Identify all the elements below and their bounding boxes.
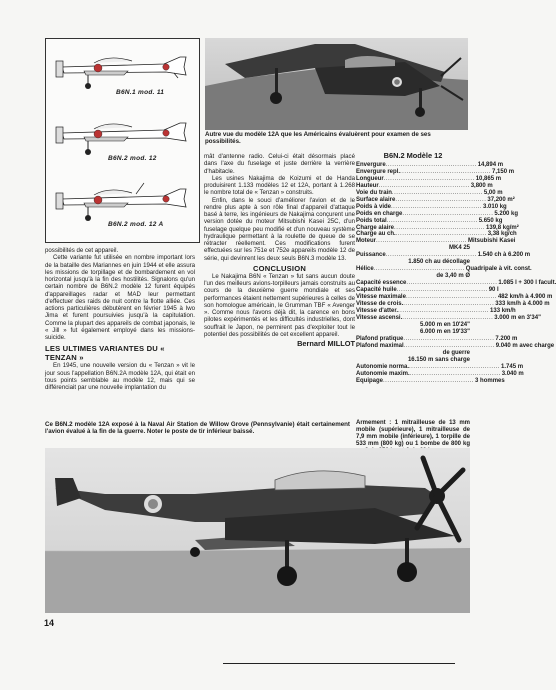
- dot-leader: ..........................................: [391, 203, 483, 210]
- spec-row: [356, 175, 502, 183]
- spec-label: Envergure: [356, 161, 386, 168]
- section-heading: CONCLUSION: [252, 263, 307, 273]
- spec-label: Charge au ch.: [356, 231, 396, 238]
- spec-row: [356, 363, 524, 371]
- spec-value: 7,150 m: [492, 168, 515, 175]
- spec-value: 3.010 kg: [483, 203, 507, 210]
- dot-leader: ..........................................: [383, 175, 475, 182]
- spec-value: 3.000 m en 3'34": [494, 314, 541, 321]
- dot-leader: ..........................................: [385, 161, 477, 168]
- paragraph: Les usines Nakajima de Koizumi et de Handa produisirent 1.133 modèles 12 et 12A, portant à 1.268 le nombre total de « Tenzan » construits.: [204, 174, 355, 197]
- dot-leader: ..........................................: [385, 252, 477, 259]
- spec-row: [356, 238, 516, 245]
- photo-aircraft-museum: [45, 448, 470, 613]
- dot-leader: ..........................................: [406, 280, 498, 287]
- drawing-label: B6N.2 mod. 12: [108, 155, 157, 162]
- spec-label: Vitesse de crois.: [356, 301, 404, 308]
- dot-leader: ..........................................: [386, 217, 478, 224]
- spec-value: Mitsubishi Kasei: [468, 238, 516, 245]
- paragraph: En 1945, une nouvelle version du « Tenzan » vit le jour sous l'appellation B6N.2A modèle 12A, qui était en tous points semblable au modèle 12, mais qui se différenciait par une nouvelle implantation du: [45, 362, 195, 391]
- dot-leader: ..........................................: [403, 301, 495, 308]
- dot-leader: ..........................................: [376, 238, 468, 245]
- photo-aircraft-ground: [205, 38, 468, 130]
- spec-value: 5,00 m: [483, 189, 503, 196]
- specifications-title: B6N.2 Modèle 12: [383, 151, 443, 160]
- spec-label: Charge alaire: [356, 224, 395, 231]
- spec-row: [356, 168, 515, 176]
- spec-row: [356, 314, 541, 322]
- spec-row: [356, 335, 518, 343]
- specifications-table: [356, 151, 556, 384]
- spec-value: 7.200 m: [495, 335, 518, 342]
- paragraph: Le Nakajima B6N « Tenzan » fut sans aucun doute l'un des meilleurs avions-torpilleurs jamais construits au cours de la deuxième guerre mondiale et ses performances étaient nettement supérieures à celles de son homologue américain, le Grumman TBF « Avenger ». Comme nous l'avons déjà dit, la carence en bons pilotes expérimentés et les difficultés industrielles, dont souffrait le Japon, ne permirent pas d'exploiter tout le potentiel des possibilités de cet excellent appareil.: [204, 272, 355, 338]
- aircraft-profile-icon: [54, 111, 194, 159]
- dot-leader: ..........................................: [403, 335, 495, 342]
- spec-label: Hauteur: [356, 182, 379, 189]
- aircraft-profile-icon: [54, 177, 194, 225]
- spec-value: 5.200 kg: [494, 210, 519, 217]
- spec-value: 9.040 m avec charge: [495, 342, 555, 349]
- spec-row: [356, 377, 505, 385]
- spec-label: Vitesse ascensi.: [356, 314, 403, 321]
- aircraft-photo-icon: [45, 448, 470, 613]
- spec-row: [356, 196, 515, 204]
- spec-label: Equipage: [356, 377, 384, 384]
- section-heading: LES ULTIMES VARIANTES DU « TENZAN »: [45, 344, 165, 363]
- dot-leader: ..........................................: [378, 182, 470, 189]
- spec-value: 3.040 m: [501, 370, 524, 377]
- spec-label: Vitesse maximale: [356, 294, 406, 301]
- spec-label: Autonomie maxim.: [356, 370, 410, 377]
- spec-value: 14,894 m: [477, 161, 504, 168]
- spec-label: Capacité essence: [356, 280, 407, 287]
- paragraph: possibilités de cet appareil.: [45, 247, 119, 254]
- spec-row: 5.000 m en 10'24": [420, 321, 470, 328]
- spec-value: 482 km/h à 4.900 m: [497, 294, 553, 301]
- photo-caption-top: Autre vue du modèle 12A que les Américains évaluèrent pour examen de ses possibilités.: [205, 131, 431, 146]
- spec-value: 1.745 m: [501, 363, 524, 370]
- paragraph: Enfin, dans le souci d'améliorer l'avion et de le rendre plus apte à son rôle final d'appareil d'attaque basé à terre, les ingénieurs de Nakajima conçurent une version dotée du moteur Mitsubishi Kasei 25C, d'un fuselage quelque peu modifié et d'un nouveau système hydraulique permettant à la roulette de queue de se rétracter réellement. Ces modifications furent effectuées sur les 751e et 752e appareils modèle 12 de série, qui devinrent les deux seuls B6N.3 modèle 13.: [204, 196, 355, 262]
- aircraft-profile-icon: [54, 45, 194, 93]
- spec-row: de guerre: [442, 349, 470, 356]
- photo-caption-bottom: Ce B6N.2 modèle 12A exposé à la Naval Air Station de Willow Grove (Pennsylvanie) était certainement l'avion évalué à la fin de la guerre. Noter le poste de tir inférieur baissé.: [45, 421, 350, 436]
- dot-leader: ..........................................: [373, 266, 465, 273]
- spec-label: Voie du train: [356, 189, 392, 196]
- spec-row: MK4 25: [448, 245, 470, 252]
- spec-value: Quadripale à vit. const.: [465, 266, 532, 273]
- profile-drawing-model-12: [54, 111, 194, 162]
- drawing-label: B6N.1 mod. 11: [116, 89, 165, 96]
- paragraph: mât d'antenne radio. Celui-ci était désormais placé dans l'axe du fuselage et juste derrière la verrière d'habitacle.: [204, 153, 355, 175]
- dot-leader: ..........................................: [409, 370, 501, 377]
- spec-row: [356, 182, 493, 190]
- spec-value: 333 km/h à 4.000 m: [495, 301, 550, 308]
- spec-row: [356, 287, 499, 294]
- paragraph: Cette variante fut utilisée en nombre important lors de la bataille des Mariannes en juin 1944 et elle assura les missions de torpillage et de bombardement en vol horizontal jusqu'à la fin des hostilités. Signalons qu'un certain nombre de B6N.2 modèle 12 furent équipés d'appareillages radar et MAD leur permettant d'effectuer des raids de nuit contre la flotte alliée. Ces actions particulières débutèrent en février 1945 à Iwo Jima et furent poursuivies jusqu'à la capitulation. Comme la plupart des appareils de combat japonais, le « Jill » fut également employé dans les missions-suicide.: [45, 254, 195, 341]
- specifications-rows: [356, 161, 556, 385]
- spec-row: [356, 280, 556, 287]
- spec-label: Vitesse d'atter.: [356, 307, 399, 314]
- spec-row: 1.850 ch au décollage: [408, 259, 470, 266]
- spec-value: 3,38 kg/ch: [487, 231, 517, 238]
- dot-leader: ..........................................: [383, 377, 475, 384]
- dot-leader: ..........................................: [395, 196, 487, 203]
- aircraft-photo-icon: [205, 38, 468, 130]
- spec-row: de 3,40 m Ø: [436, 273, 470, 280]
- dot-leader: ..........................................: [394, 224, 486, 231]
- author-name: Bernard MILLOT: [297, 339, 355, 348]
- spec-row: [356, 231, 517, 238]
- spec-label: Poids total: [356, 217, 387, 224]
- spec-row: [356, 189, 503, 197]
- spec-label: Hélice: [356, 266, 374, 273]
- profile-drawing-model-12a: [54, 177, 194, 228]
- spec-row: [356, 203, 507, 211]
- spec-row: [356, 252, 531, 259]
- dot-leader: ..........................................: [400, 168, 492, 175]
- spec-value: 3,800 m: [470, 182, 493, 189]
- spec-label: Autonomie norma.: [356, 363, 410, 370]
- spec-row: [356, 370, 524, 378]
- dot-leader: ..........................................: [405, 294, 497, 301]
- spec-row: [356, 224, 519, 232]
- spec-value: 90 l: [488, 287, 499, 294]
- spec-label: Capacité huile: [356, 287, 397, 294]
- spec-value: 3 hommes: [475, 377, 505, 384]
- spec-label: Surface alaire: [356, 196, 396, 203]
- spec-label: Plafond maximal: [356, 342, 404, 349]
- spec-value: 37,200 m²: [487, 196, 515, 203]
- spec-value: 1.540 ch à 6.200 m: [477, 252, 531, 259]
- spec-row: [356, 161, 504, 169]
- spec-value: 10,865 m: [475, 175, 502, 182]
- dot-leader: ..........................................: [395, 231, 487, 238]
- spec-label: Puissance: [356, 252, 386, 259]
- spec-value: 139,8 kg/m²: [486, 224, 519, 231]
- spec-label: Envergure repl.: [356, 168, 401, 175]
- spec-row: [356, 301, 550, 308]
- profile-drawings-box: [45, 38, 200, 243]
- spec-label: Poids à vide: [356, 203, 392, 210]
- spec-row: [356, 307, 516, 315]
- armament-text: Armement : 1 mitrailleuse de 13 mm mobile (supérieure), 1 mitrailleuse de 7,9 mm mobile (inférieure), 1 torpille de 533 mm (800 kg) ou 1 bombe de 800 kg: [356, 420, 470, 447]
- footer-rule: [223, 663, 455, 664]
- spec-value: 133 km/h: [490, 307, 516, 314]
- spec-value: 1.085 l + 300 l facult.: [498, 280, 556, 287]
- dot-leader: ..........................................: [402, 210, 494, 217]
- spec-row: 6.000 m en 19'33": [420, 328, 470, 335]
- spec-label: Longueur: [356, 175, 384, 182]
- article-column-middle: [204, 153, 355, 347]
- spec-row: [356, 342, 555, 350]
- drawing-label: B6N.2 mod. 12 A: [108, 221, 164, 228]
- dot-leader: ..........................................: [398, 307, 490, 314]
- profile-drawing-model-11: [54, 45, 194, 96]
- article-column-left: [45, 247, 195, 391]
- spec-label: Poids en charge: [356, 210, 403, 217]
- dot-leader: ..........................................: [391, 189, 483, 196]
- dot-leader: ..........................................: [402, 314, 494, 321]
- spec-row: 16.150 m sans charge: [407, 356, 470, 363]
- spec-value: 5.650 kg: [478, 217, 503, 224]
- page-number: 14: [44, 618, 55, 628]
- spec-label: Moteur: [356, 238, 376, 245]
- dot-leader: ..........................................: [396, 287, 488, 294]
- spec-row: [356, 266, 532, 273]
- dot-leader: ..........................................: [409, 363, 501, 370]
- dot-leader: ..........................................: [403, 342, 495, 349]
- spec-row: [356, 210, 519, 218]
- spec-row: [356, 217, 503, 225]
- spec-label: Plafond pratique: [356, 335, 404, 342]
- spec-row: [356, 294, 553, 301]
